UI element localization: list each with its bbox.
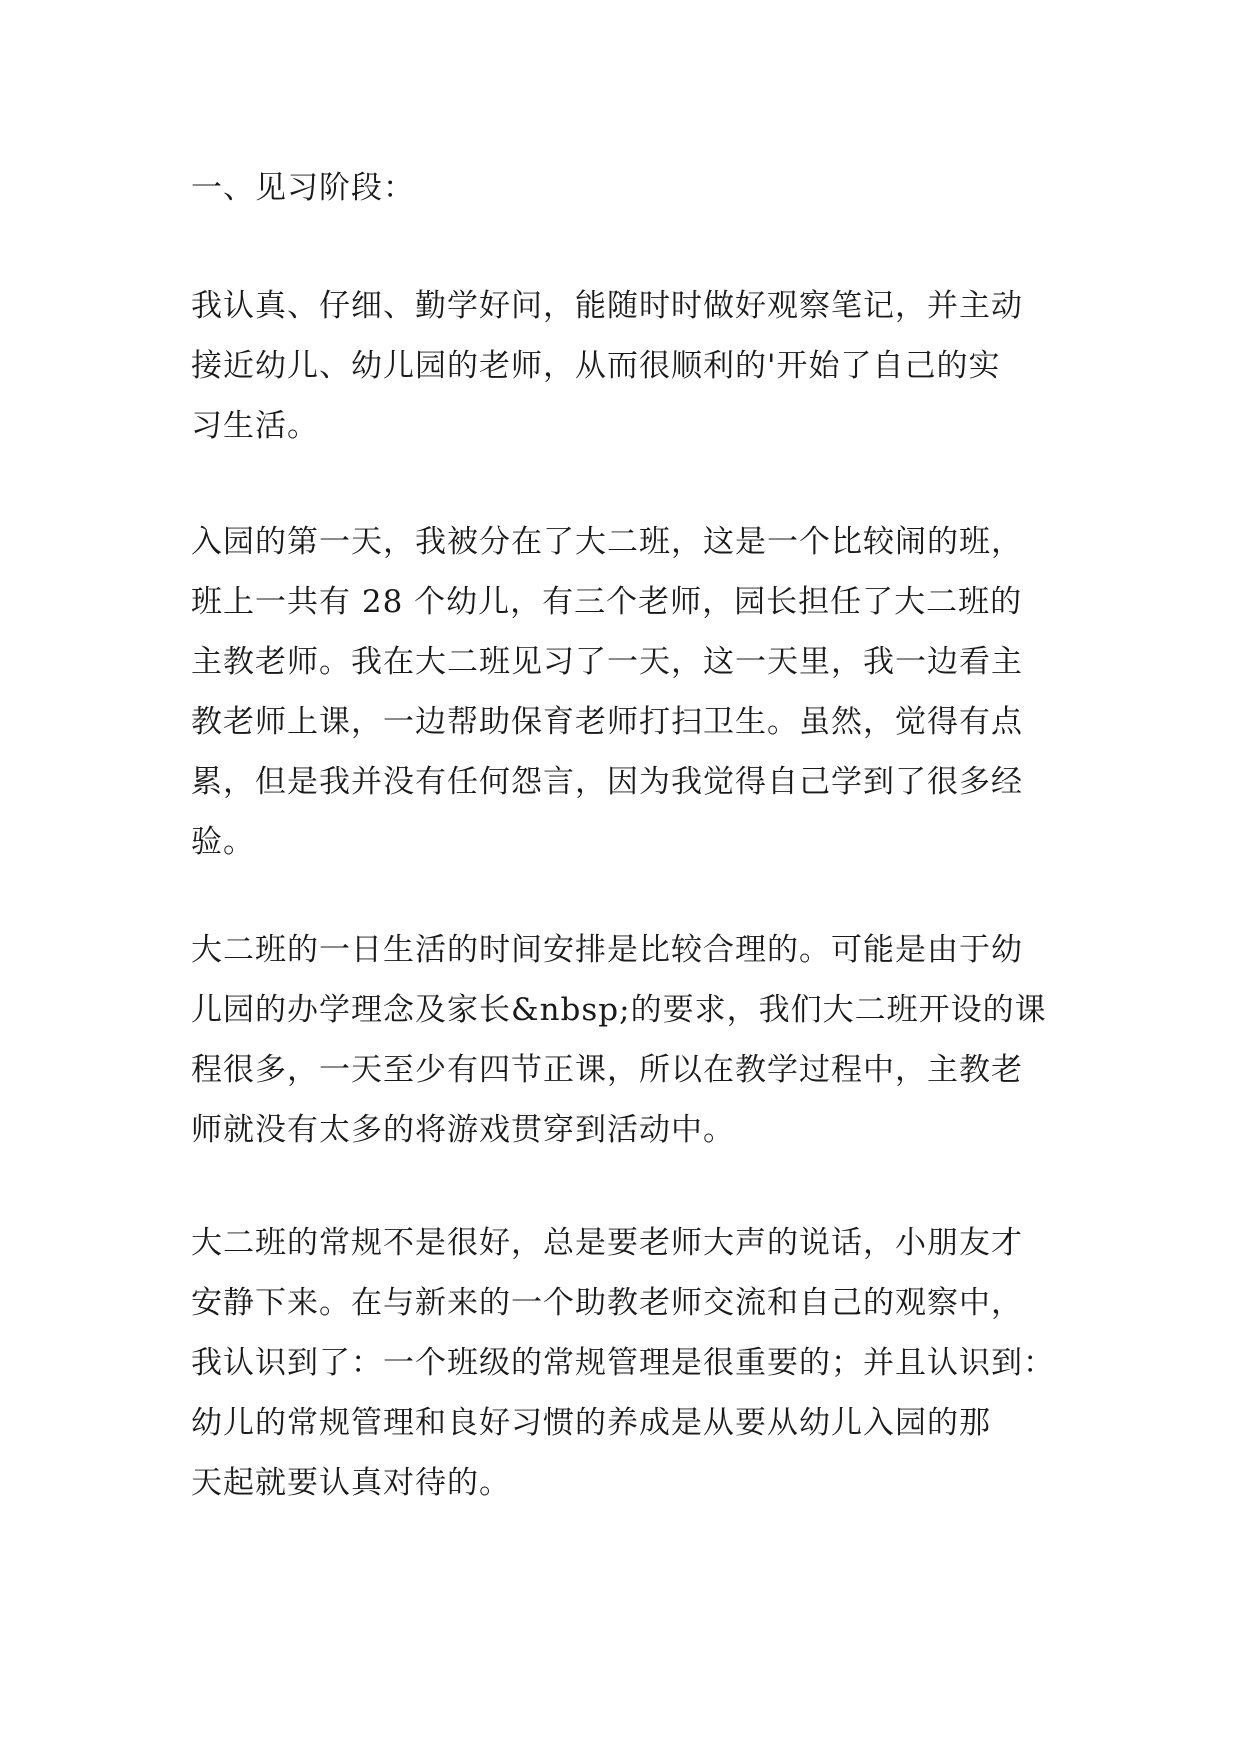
paragraph-line: 大二班的一日生活的时间安排是比较合理的。可能是由于幼: [191, 932, 1023, 968]
paragraph-line: 我认真、仔细、勤学好问，能随时时做好观察笔记，并主动: [191, 288, 1023, 324]
paragraph-4: [191, 1213, 1055, 1513]
paragraph-line: 接近幼儿、幼儿园的老师，从而很顺利的'开始了自己的实: [191, 348, 1001, 384]
section-heading: [191, 158, 415, 218]
paragraph-line: 班上一共有 28 个幼儿，有三个老师，园长担任了大二班的: [191, 584, 1023, 620]
paragraph-line: 天起就要认真对待的。: [191, 1465, 511, 1501]
paragraph-line: 习生活。: [191, 408, 319, 444]
paragraph-line: 儿园的办学理念及家长&nbsp;的要求，我们大二班开设的课: [191, 992, 1047, 1028]
paragraph-line: 程很多，一天至少有四节正课，所以在教学过程中，主教老: [191, 1052, 1023, 1088]
paragraph-line: 主教老师。我在大二班见习了一天，这一天里，我一边看主: [191, 644, 1023, 680]
paragraph-line: 幼儿的常规管理和良好习惯的养成是从要从幼儿入园的那: [191, 1405, 991, 1441]
paragraph-line: 入园的第一天，我被分在了大二班，这是一个比较闹的班，: [191, 524, 1023, 560]
paragraph-line: 我认识到了：一个班级的常规管理是很重要的；并且认识到：: [191, 1345, 1055, 1381]
heading-text: 一、见习阶段：: [191, 170, 415, 206]
paragraph-3: [191, 920, 1047, 1160]
paragraph-1: [191, 276, 1023, 456]
paragraph-line: 师就没有太多的将游戏贯穿到活动中。: [191, 1112, 735, 1148]
paragraph-line: 安静下来。在与新来的一个助教老师交流和自己的观察中，: [191, 1285, 1023, 1321]
paragraph-line: 累，但是我并没有任何怨言，因为我觉得自己学到了很多经: [191, 764, 1023, 800]
paragraph-2: [191, 512, 1023, 872]
paragraph-line: 大二班的常规不是很好，总是要老师大声的说话，小朋友才: [191, 1225, 1023, 1261]
paragraph-line: 验。: [191, 824, 255, 860]
paragraph-line: 教老师上课，一边帮助保育老师打扫卫生。虽然，觉得有点: [191, 704, 1023, 740]
